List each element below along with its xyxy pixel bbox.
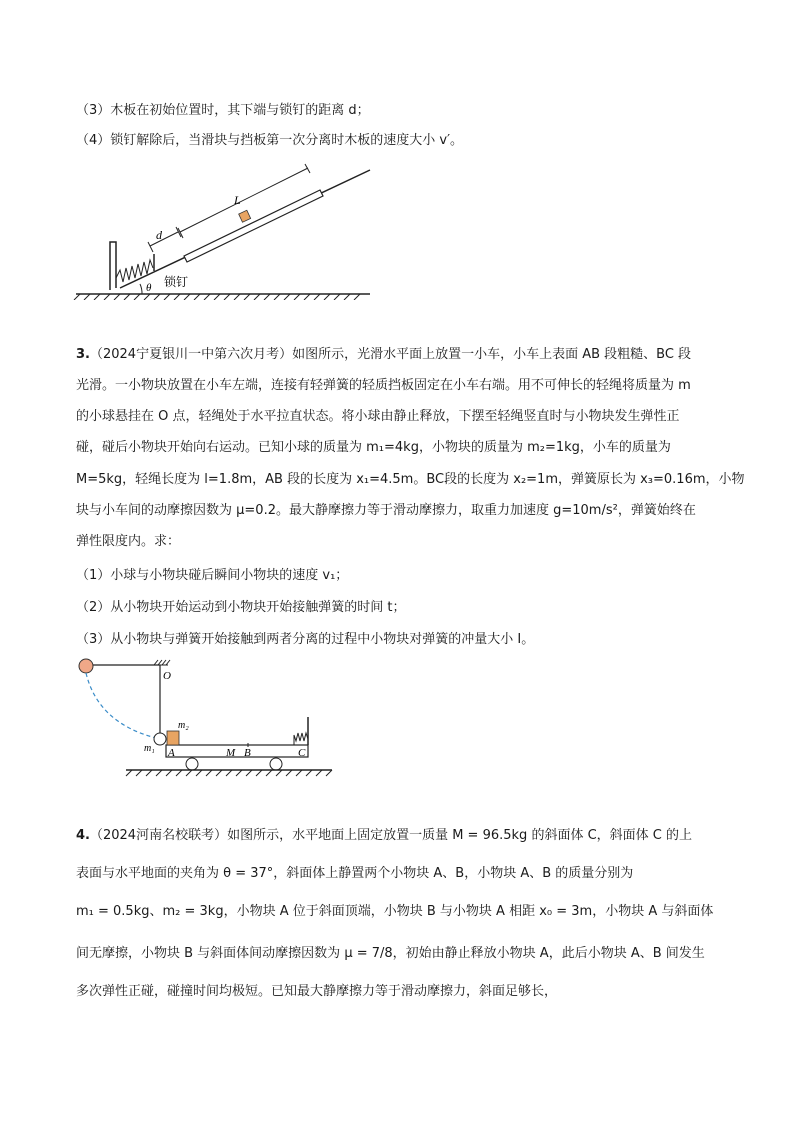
label-m2: m₂ [178, 720, 189, 731]
problem-3-line-5: M=5kg，轻绳长度为 l=1.8m，AB 段的长度为 x₁=4.5m。BC段的长度为 x₂=1m，弹簧原长为 x₃=0.16m，小物 [76, 472, 745, 487]
label-B: B [244, 747, 251, 759]
ball-bottom [154, 733, 166, 745]
cart-figure [70, 655, 340, 780]
label-L: L [234, 193, 241, 207]
ball-start [79, 659, 93, 673]
question-3-2: （2）从小物块开始运动到小物块开始接触弹簧的时间 t； [76, 600, 406, 615]
stopper-plate [110, 242, 116, 290]
angle-arc [140, 284, 142, 294]
problem-3-line-1 [76, 345, 691, 365]
problem-4-line-4: 间无摩擦，小物块 B 与斜面体间动摩擦因数为 μ = 7/8，初始由静止释放小物块 A，此后小物块 A、B 间发生 [76, 946, 705, 961]
problem-3-line-6: 块与小车间的动摩擦因数为 μ=0.2。最大静摩擦力等于滑动摩擦力，取重力加速度 g=10m/s²，弹簧始终在 [76, 503, 696, 518]
label-d: d [156, 228, 162, 242]
slider-block [239, 210, 251, 222]
problem-3-number: 3. [76, 347, 90, 362]
ground [74, 294, 370, 300]
problem-4-text-1: 如图所示，水平地面上固定放置一质量 M = 96.5kg 的斜面体 C，斜面体 C 的上 [227, 828, 692, 843]
floor-hatch [126, 770, 332, 776]
question-2-4: （4）锁钉解除后，当滑块与挡板第一次分离时木板的速度大小 v′。 [76, 133, 464, 148]
label-O: O [163, 670, 171, 682]
label-M: M [226, 747, 236, 759]
ceiling-hatch [152, 660, 170, 665]
wheel-right [270, 758, 282, 770]
label-m1: m₁ [144, 743, 155, 754]
distance-d-marker [148, 227, 181, 252]
problem-3-line-3: 的小球悬挂在 O 点，轻绳处于水平拉直状态。将小球由静止释放，下摆至轻绳竖直时与小物块发生弹性正 [76, 409, 680, 424]
problem-4-line-1 [76, 826, 692, 846]
small-block [167, 731, 179, 745]
problem-4-line-2: 表面与水平地面的夹角为 θ = 37°，斜面体上静置两个小物块 A、B，小物块 A、B 的质量分别为 [76, 866, 634, 881]
problem-4-line-5: 多次弹性正碰，碰撞时间均极短。已知最大静摩擦力等于滑动摩擦力，斜面足够长， [76, 984, 558, 999]
problem-3-text-1: 如图所示，光滑水平面上放置一小车，小车上表面 AB 段粗糙、BC 段 [292, 347, 692, 362]
problem-3-source: （2024宁夏银川一中第六次月考） [89, 347, 293, 362]
question-3-1: （1）小球与小物块碰后瞬间小物块的速度 v₁； [76, 568, 349, 583]
wheel-left [186, 758, 198, 770]
label-pin: 锁钉 [164, 275, 189, 289]
problem-3-line-4: 碰，碰后小物块开始向右运动。已知小球的质量为 m₁=4kg，小物块的质量为 m₂=1kg，小车的质量为 [76, 440, 671, 455]
spring-right [294, 733, 308, 745]
problem-4-source: （2024河南名校联考） [89, 828, 228, 843]
label-A: A [168, 747, 175, 759]
cart-body [166, 745, 308, 757]
swing-path [86, 673, 156, 738]
question-2-3: （3）木板在初始位置时，其下端与锁钉的距离 d； [76, 103, 370, 118]
problem-3-line-2: 光滑。一小物块放置在小车左端，连接有轻弹簧的轻质挡板固定在小车右端。用不可伸长的轻绳将质量为 m [76, 378, 691, 393]
spring [116, 260, 153, 282]
problem-3-line-7: 弹性限度内。求： [76, 534, 181, 549]
board [184, 190, 323, 262]
label-theta: θ [146, 282, 152, 294]
problem-4-number: 4. [76, 828, 90, 843]
problem-4-line-3: m₁ = 0.5kg、m₂ = 3kg，小物块 A 位于斜面顶端，小物块 B 与小物块 A 相距 x₀ = 3m，小物块 A 与斜面体 [76, 904, 714, 919]
label-C: C [298, 747, 306, 759]
incline-figure [70, 160, 380, 300]
question-3-3: （3）从小物块与弹簧开始接触到两者分离的过程中小物块对弹簧的冲量大小 I。 [76, 632, 535, 647]
